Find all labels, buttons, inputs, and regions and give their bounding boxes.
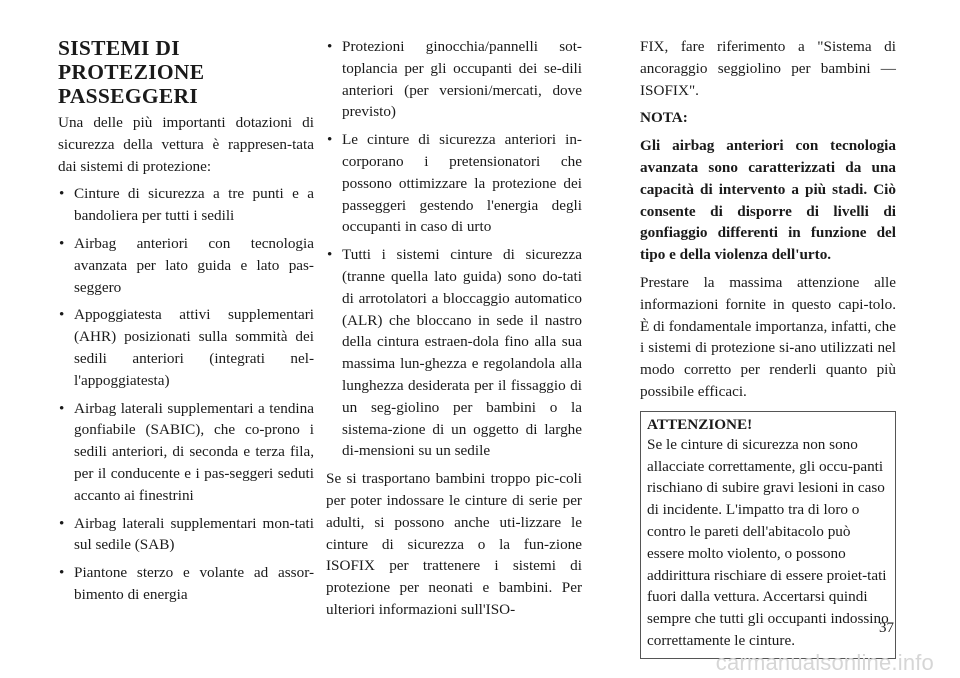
list-item: • Tutti i sistemi cinture di sicurezza (tranne quella lato guida) sono do-tati di arrotolatori a bloccaggio automatico (ALR) che bloccano in sede il nastro della cintura estraen-dola fino alla sua massima lun-ghezza e regolandola alla lunghezza desiderata per il fissaggio di un seg-giolino per bambini o la sistema-zione di un oggetto di larghe di-mensioni su un sedile [326,244,582,462]
list-item: • Protezioni ginocchia/pannelli sot-toplancia per gli occupanti dei se-dili anteriori (per versioni/mercati, dove previsto) [326,36,582,123]
list-item: • Airbag laterali supplementari mon-tati sul sedile (SAB) [58,513,314,557]
page-number: 37 [879,620,894,636]
column-right [640,36,896,659]
attention-paragraph: Prestare la massima attenzione alle informazioni fornite in questo capi-tolo. È di fondamentale importanza, infatti, che i sistemi di protezione si-ano utilizzati nel modo corretto per renderli quanto più possibile efficaci. [640,273,896,400]
warning-title: ATTENZIONE! [647,415,753,433]
list-item: • Le cinture di sicurezza anteriori in-corporano i pretensionatori che possono ottimizzare la protezione dei passeggeri gestendo l'energia degli occupanti in caso di urto [326,129,582,238]
column-left [58,36,314,612]
note-text: Gli airbag anteriori con tecnologia avanzata sono caratterizzati da una capacità di intervento a più stadi. Ciò consente di disporre di livelli di gonfiaggio differenti in funzione del tipo e della violenza dell'urto. [640,137,896,264]
note-label: NOTA: [640,109,688,127]
watermark: carmanualsonline.info [715,650,934,675]
list-item: • Airbag laterali supplementari a tendina gonfiabile (SABIC), che co-prono i sedili anteriori, di seconda e terza fila, per il conducente e i pas-seggeri seduti accanto ai finestrini [58,398,314,507]
feature-list-middle [326,36,582,462]
warning-box [640,411,896,659]
intro-paragraph: Una delle più importanti dotazioni di sicurezza della vettura è rappresen-tata dai sistemi di protezione: [58,114,314,175]
list-item: • Piantone sterzo e volante ad assor-bimento di energia [58,562,314,606]
feature-list-left [58,183,314,605]
list-item: • Airbag anteriori con tecnologia avanzata per lato guida e lato pas-seggero [58,233,314,298]
warning-text: Se le cinture di sicurezza non sono allacciate correttamente, gli occu-panti rischiano di subire gravi lesioni in caso di incidente. L'impatto tra di loro o contro le pareti dell'abitacolo può essere molto violento, o possono addirittura rischiare di essere proiet-tati fuori dalla vettura. Accertarsi quindi sempre che tutti gli occupanti indossino correttamente le cinture. [647,435,889,649]
page-title: SISTEMI DI PROTEZIONE PASSEGGERI [58,36,205,108]
isofix-paragraph: FIX, fare riferimento a "Sistema di ancoraggio seggiolino per bambini — ISOFIX". [640,38,896,99]
list-item: • Appoggiatesta attivi supplementari (AHR) posizionati sulla sommità dei sedili anteriori (integrati nel-l'appoggiatesta) [58,304,314,391]
list-item: • Cinture di sicurezza a tre punti e a bandoliera per tutti i sedili [58,183,314,227]
child-restraint-paragraph: Se si trasportano bambini troppo pic-coli per poter indossare le cinture di serie per adulti, si possono anche uti-lizzare le cinture di sicurezza o la fun-zione ISOFIX per trattenere i sistemi di protezione per neonati e bambini. Per ulteriori informazioni sull'ISO- [326,470,582,618]
column-middle [326,36,582,627]
